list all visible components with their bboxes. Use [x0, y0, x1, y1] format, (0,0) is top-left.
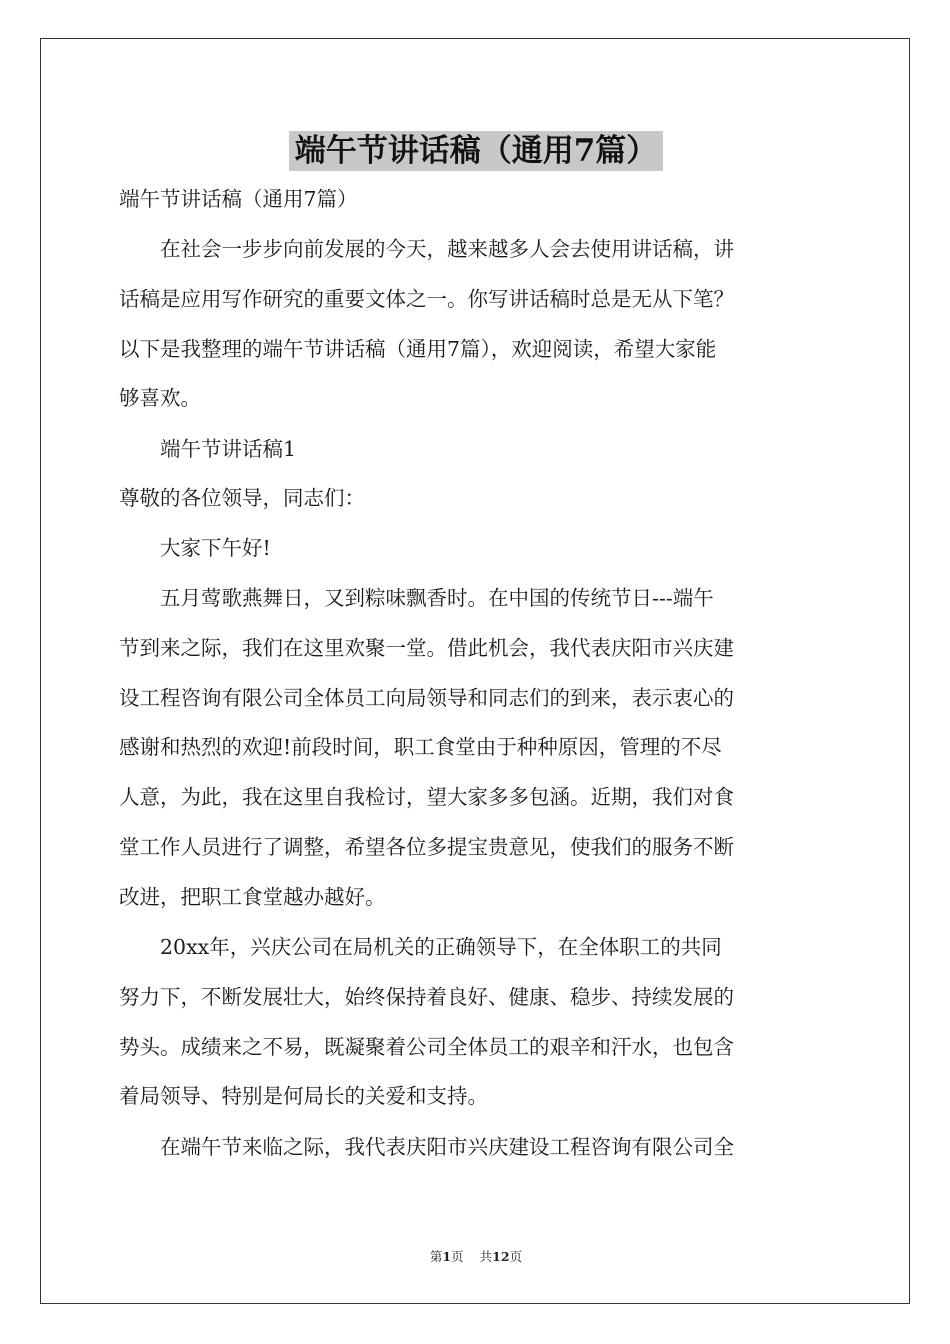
text-line: 着局领导、特别是何局长的关爱和支持。	[119, 1084, 488, 1109]
text-line: 堂工作人员进行了调整，希望各位多提宝贵意见，使我们的服务不断	[119, 834, 734, 859]
body-paragraph-2	[119, 923, 834, 1122]
document-title: 端午节讲话稿（通用7篇）	[289, 131, 664, 171]
text-line: 设工程咨询有限公司全体员工向局领导和同志们的到来，表示衷心的	[119, 685, 734, 710]
page-footer	[41, 1247, 911, 1265]
salutation: 尊敬的各位领导，同志们：	[119, 486, 365, 510]
text-line: 改进，把职工食堂越办越好。	[119, 884, 386, 909]
intro-paragraph	[119, 225, 834, 424]
page-prefix: 第	[429, 1249, 443, 1264]
document-subtitle: 端午节讲话稿（通用7篇）	[119, 187, 358, 211]
text-line: 感谢和热烈的欢迎!前段时间，职工食堂由于种种原因，管理的不尽	[119, 735, 722, 760]
text-line: 在端午节来临之际，我代表庆阳市兴庆建设工程咨询有限公司全	[119, 1135, 734, 1159]
body-paragraph-3	[119, 1123, 834, 1173]
total-prefix: 共	[479, 1249, 493, 1264]
body-paragraph-1	[119, 574, 834, 923]
title-container	[41, 131, 911, 171]
text-line: 以下是我整理的端午节讲话稿（通用7篇），欢迎阅读，希望大家能	[119, 336, 717, 361]
page-suffix: 页	[451, 1249, 464, 1264]
text-line: 势头。成绩来之不易，既凝聚着公司全体员工的艰辛和汗水，也包含	[119, 1034, 734, 1059]
text-line: 话稿是应用写作研究的重要文体之一。你写讲话稿时总是无从下笔？	[119, 286, 734, 311]
text-line: 五月莺歌燕舞日，又到粽味飘香时。在中国的传统节日---端午	[119, 586, 714, 610]
document-page	[40, 38, 910, 1304]
text-line: 努力下，不断发展壮大，始终保持着良好、健康、稳步、持续发展的	[119, 984, 734, 1009]
greeting: 大家下午好!	[119, 536, 271, 560]
text-line: 节到来之际，我们在这里欢聚一堂。借此机会，我代表庆阳市兴庆建	[119, 635, 734, 660]
text-line: 人意，为此，我在这里自我检讨，望大家多多包涵。近期，我们对食	[119, 785, 734, 810]
page-number: 1	[442, 1249, 452, 1264]
total-suffix: 页	[509, 1249, 523, 1264]
text-line: 够喜欢。	[119, 386, 201, 411]
section-heading: 端午节讲话稿1	[119, 437, 297, 461]
text-line: 在社会一步步向前发展的今天，越来越多人会去使用讲话稿，讲	[119, 237, 734, 261]
total-pages: 12	[492, 1249, 510, 1264]
text-line: 20xx年，兴庆公司在局机关的正确领导下，在全体职工的共同	[119, 935, 722, 959]
